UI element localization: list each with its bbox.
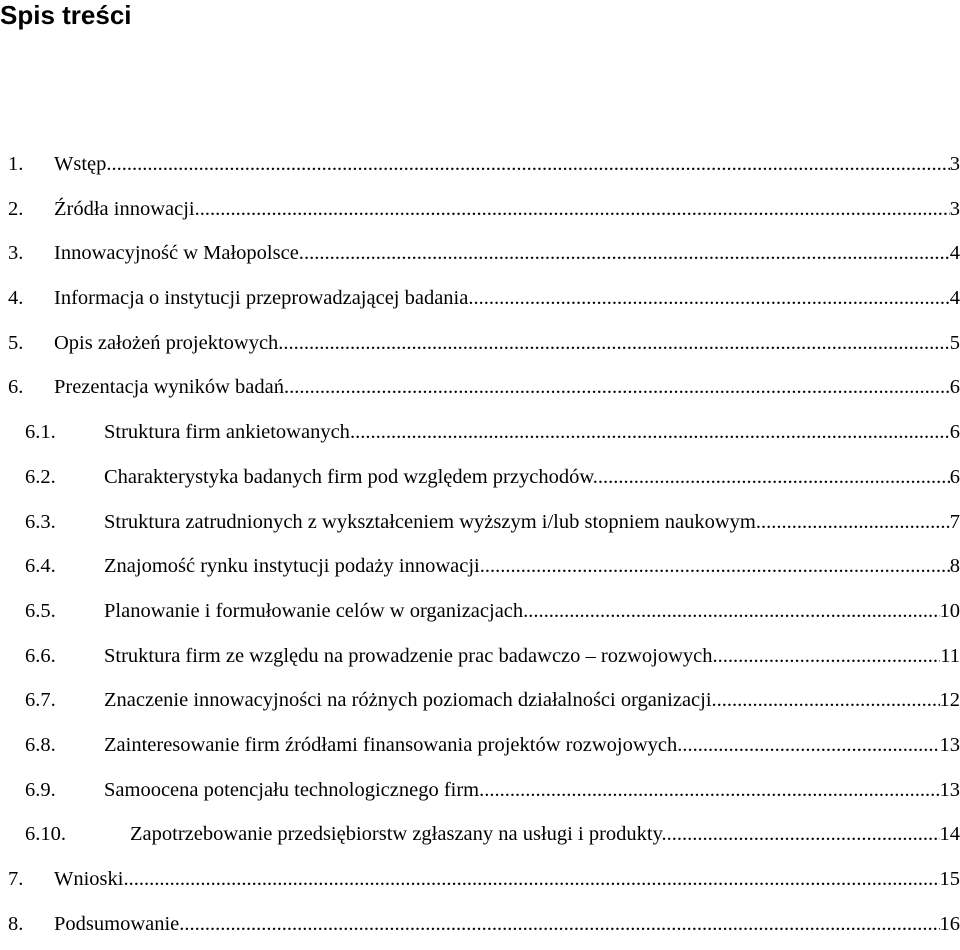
toc-entry-page[interactable]: 15: [940, 861, 960, 897]
toc-entry-number: 3.: [8, 235, 23, 271]
toc-entry-title[interactable]: Charakterystyka badanych firm pod względem przychodów.: [104, 459, 598, 495]
toc-entry-title[interactable]: Struktura firm ze względu na prowadzenie prac badawczo – rozwojowych: [104, 638, 712, 674]
dot-leader: [473, 280, 949, 316]
toc-entry-number: 6.2.: [25, 459, 56, 495]
toc-entry[interactable]: [0, 816, 960, 861]
toc-entry[interactable]: [0, 727, 960, 772]
dot-leader: [598, 459, 950, 495]
dot-leader: [179, 906, 939, 942]
toc-entry-title[interactable]: Znajomość rynku instytucji podaży innowacji: [104, 548, 480, 584]
toc-entry[interactable]: [0, 325, 960, 370]
toc-entry[interactable]: [0, 906, 960, 950]
toc-entry-page[interactable]: 12: [940, 682, 960, 718]
toc-entry-page[interactable]: 13: [940, 772, 960, 808]
toc-entry-title[interactable]: Innowacyjność w Małopolsce.: [54, 235, 304, 271]
toc-entry-page[interactable]: 6: [950, 414, 960, 450]
toc-entry[interactable]: [0, 593, 960, 638]
toc-entry-number: 6.4.: [25, 548, 56, 584]
toc-entry-title[interactable]: Samoocena potencjału technologicznego firm: [104, 772, 479, 808]
toc-entry-page[interactable]: 4: [950, 280, 960, 316]
toc-entry-title[interactable]: Opis założeń projektowych.: [54, 325, 283, 361]
page-title: Spis treści: [0, 0, 132, 30]
toc-entry-number: 6.10.: [25, 816, 66, 852]
toc-entry[interactable]: [0, 414, 960, 459]
toc-entry-page[interactable]: 5: [950, 325, 960, 361]
toc-entry-number: 6.9.: [25, 772, 56, 808]
toc-entry[interactable]: [0, 638, 960, 683]
toc-entry-title[interactable]: Źródła innowacji: [54, 191, 195, 227]
dot-leader: [195, 191, 950, 227]
toc-entry[interactable]: [0, 191, 960, 236]
toc-entry-number: 6.6.: [25, 638, 56, 674]
dot-leader: [284, 369, 950, 405]
toc-entry-number: 8.: [8, 906, 23, 942]
toc-entry-number: 4.: [8, 280, 23, 316]
dot-leader: [717, 682, 940, 718]
toc-entry-page[interactable]: 11: [940, 638, 960, 674]
toc-entry-title[interactable]: Planowanie i formułowanie celów w organizacjach: [104, 593, 523, 629]
toc-entry[interactable]: [0, 682, 960, 727]
toc-entry-page[interactable]: 6: [950, 459, 960, 495]
toc-entry-page[interactable]: 10: [940, 593, 960, 629]
toc-entry[interactable]: [0, 504, 960, 549]
toc-entry-number: 6.5.: [25, 593, 56, 629]
toc-entry-number: 6.3.: [25, 504, 56, 540]
toc-entry-page[interactable]: 4: [950, 235, 960, 271]
toc-entry-page[interactable]: 14: [940, 816, 960, 852]
toc-entry[interactable]: [0, 146, 960, 191]
toc-entry-title[interactable]: Informacja o instytucji przeprowadzającej badania.: [54, 280, 473, 316]
dot-leader: [479, 772, 939, 808]
toc-entry-number: 1.: [8, 146, 23, 182]
toc-entry-title[interactable]: Wnioski: [54, 861, 123, 897]
toc-entry-title[interactable]: Struktura firm ankietowanych: [104, 414, 350, 450]
toc-entry-title[interactable]: Zapotrzebowanie przedsiębiorstw zgłaszany na usługi i produkty.: [130, 816, 667, 852]
toc-entry-number: 6.: [8, 369, 23, 405]
toc-entry-number: 2.: [8, 191, 23, 227]
toc-entry-number: 6.1.: [25, 414, 56, 450]
toc-entry-title[interactable]: Wstęp: [54, 146, 106, 182]
toc-entry-page[interactable]: 6: [950, 369, 960, 405]
dot-leader: [304, 235, 950, 271]
toc-entry-page[interactable]: 3: [950, 191, 960, 227]
dot-leader: [123, 861, 939, 897]
toc-entry-title[interactable]: Prezentacja wyników badań: [54, 369, 284, 405]
toc-entry[interactable]: [0, 861, 960, 906]
dot-leader: [350, 414, 950, 450]
toc-list: [0, 146, 960, 950]
dot-leader: [756, 504, 950, 540]
toc-entry[interactable]: [0, 548, 960, 593]
toc-entry[interactable]: [0, 772, 960, 817]
toc-entry[interactable]: [0, 369, 960, 414]
dot-leader: [682, 727, 939, 763]
toc-entry-page[interactable]: 3: [950, 146, 960, 182]
toc-entry-number: 6.7.: [25, 682, 56, 718]
toc-entry-title[interactable]: Struktura zatrudnionych z wykształceniem wyższym i/lub stopniem naukowym: [104, 504, 756, 540]
toc-entry-title[interactable]: Znaczenie innowacyjności na różnych poziomach działalności organizacji.: [104, 682, 717, 718]
toc-entry-number: 5.: [8, 325, 23, 361]
toc-entry-page[interactable]: 8: [950, 548, 960, 584]
dot-leader: [712, 638, 940, 674]
dot-leader: [667, 816, 940, 852]
toc-entry-title[interactable]: Zainteresowanie firm źródłami finansowania projektów rozwojowych.: [104, 727, 682, 763]
toc-entry-number: 6.8.: [25, 727, 56, 763]
dot-leader: [106, 146, 949, 182]
toc-entry[interactable]: [0, 235, 960, 280]
toc-entry[interactable]: [0, 459, 960, 504]
toc-entry-number: 7.: [8, 861, 23, 897]
toc-entry-page[interactable]: 16: [940, 906, 960, 942]
toc-entry-page[interactable]: 7: [950, 504, 960, 540]
dot-leader: [480, 548, 950, 584]
toc-entry-title[interactable]: Podsumowanie: [54, 906, 179, 942]
dot-leader: [283, 325, 949, 361]
dot-leader: [523, 593, 939, 629]
toc-entry-page[interactable]: 13: [940, 727, 960, 763]
toc-entry[interactable]: [0, 280, 960, 325]
